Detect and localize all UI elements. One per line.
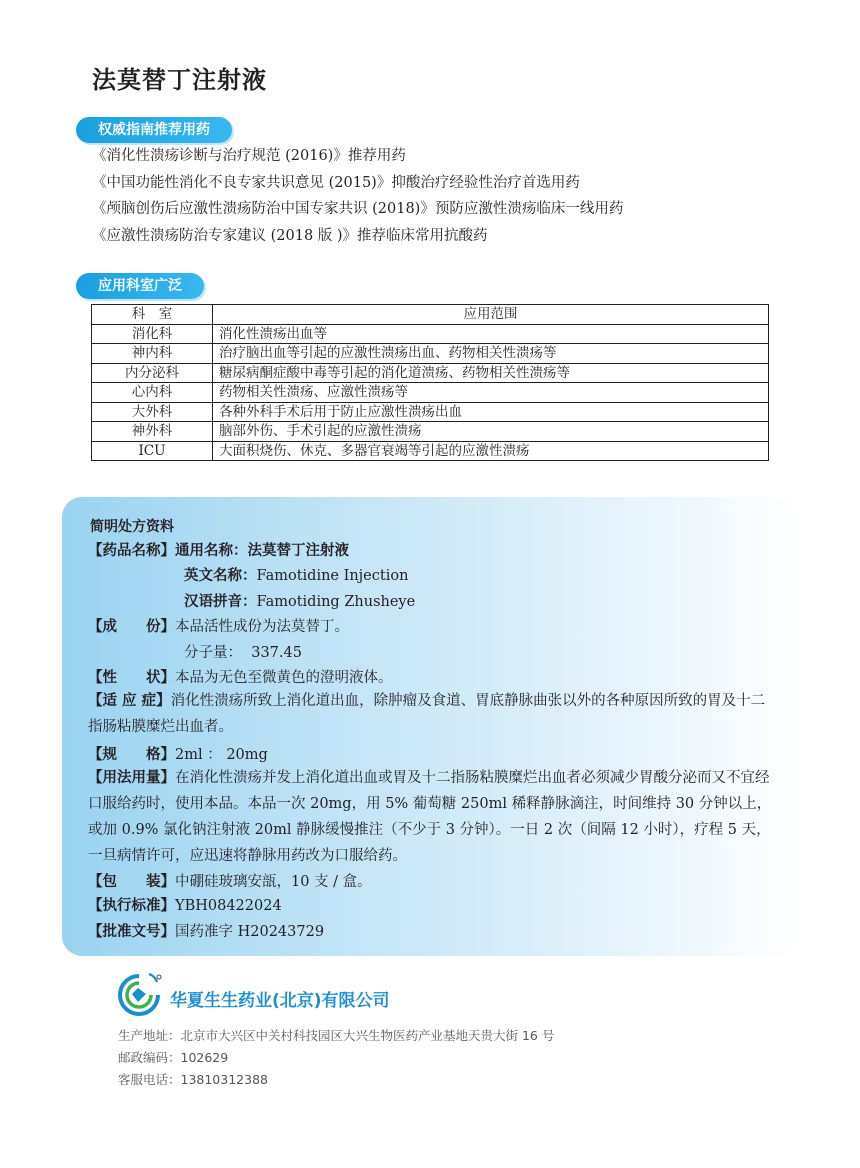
indication-paragraph: [88, 688, 778, 740]
specification-label: 【规 格】: [88, 747, 175, 763]
pinyin-row: [184, 592, 415, 612]
specification-row: [88, 745, 268, 765]
pinyin-label: 汉语拼音：: [184, 594, 257, 610]
department-table: [91, 304, 769, 461]
drug-name-label: 【药品名称】: [88, 543, 175, 559]
composition-label: 【成 份】: [88, 619, 175, 635]
composition-row: [88, 617, 349, 637]
table-row: [92, 324, 769, 344]
section-tag-departments: 应用科室广泛: [76, 273, 204, 299]
list-item: 《消化性溃疡诊断与治疗规范 (2016)》推荐用药: [92, 148, 406, 164]
pinyin-value: Famotiding Zhusheye: [256, 594, 416, 610]
address-text: 生产地址：北京市大兴区中关村科技园区大兴生物医药产业基地天贵大街 16 号: [118, 1028, 555, 1043]
generic-name-value: 法莫替丁注射液: [247, 543, 349, 559]
list-item: 《应激性溃疡防治专家建议 (2018 版 )》推荐临床常用抗酸药: [92, 227, 488, 244]
company-logo-icon: [116, 972, 162, 1018]
drug-name-row: [88, 541, 349, 561]
standard-label: 【执行标准】: [88, 898, 175, 914]
standard-row: [88, 896, 282, 916]
column-header-scope: 应用范围: [213, 305, 769, 325]
column-header-department: 科 室: [92, 305, 213, 325]
guideline-list: [92, 143, 623, 249]
list-item: 《颅脑创伤后应激性溃疡防治中国专家共识 (2018)》预防应激性溃疡临床一线用药: [92, 201, 624, 217]
table-cell: 消化科: [92, 324, 213, 344]
molecular-weight-row: [184, 643, 302, 663]
usage-label: 【用法用量】: [88, 770, 175, 786]
table-row: [92, 441, 769, 461]
table-cell: 治疗脑出血等引起的应激性溃疡出血、药物相关性溃疡等: [213, 344, 769, 364]
english-name-row: [184, 566, 408, 586]
indication-label: 【适 应 症】: [88, 693, 171, 709]
usage-value: 在消化性溃疡并发上消化道出血或胃及十二指肠粘膜糜烂出血者必须减少胃酸分泌而又不宜经口服给药时，使用本品。本品一次 20mg，用 5% 葡萄糖 250ml 稀释静脉滴注，时间维持 30 分钟以上，或加 0.9% 氯化钠注射液 20ml 静脉缓慢推注（不少于 3 分钟）。一日 2 次（间隔 12 小时），疗程 5 天，一旦病情许可，应迅速将静脉用药改为口服给药。: [88, 770, 772, 864]
table-cell: 脑部外伤、手术引起的应激性溃疡: [213, 422, 769, 442]
table-row: [92, 402, 769, 422]
molecular-weight-value: 337.45: [251, 645, 302, 661]
english-name-value: Famotidine Injection: [256, 568, 409, 584]
package-value: 中硼硅玻璃安瓿，10 支 / 盒。: [175, 874, 372, 890]
generic-name-label: 通用名称：: [175, 543, 248, 559]
standard-value: YBH08422024: [175, 898, 282, 914]
table-cell: 糖尿病酮症酸中毒等引起的消化道溃疡、药物相关性溃疡等: [213, 363, 769, 383]
table-row: [92, 383, 769, 403]
package-row: [88, 872, 372, 892]
character-row: [88, 668, 393, 688]
approval-label: 【批准文号】: [88, 924, 175, 940]
molecular-weight-label: 分子量：: [184, 645, 242, 661]
table-row: [92, 344, 769, 364]
table-cell: 药物相关性溃疡、应激性溃疡等: [213, 383, 769, 403]
specification-value: 2ml ： 20mg: [175, 747, 268, 763]
prescription-info-heading: 简明处方资料: [90, 519, 174, 535]
table-cell: 神内科: [92, 344, 213, 364]
phone-text: 客服电话：13810312388: [118, 1072, 268, 1087]
postcode-text: 邮政编码：102629: [118, 1050, 229, 1065]
table-row: [92, 422, 769, 442]
english-name-label: 英文名称：: [184, 568, 257, 584]
section-tag-guidelines: 权威指南推荐用药: [76, 117, 232, 143]
approval-row: [88, 922, 324, 942]
table-cell: ICU: [92, 441, 213, 461]
usage-paragraph: [88, 765, 778, 869]
table-row: [92, 363, 769, 383]
list-item: 《中国功能性消化不良专家共识意见 (2015)》抑酸治疗经验性治疗首选用药: [92, 174, 580, 191]
composition-value: 本品活性成份为法莫替丁。: [175, 619, 349, 635]
package-label: 【包 装】: [88, 874, 175, 890]
table-cell: 神外科: [92, 422, 213, 442]
table-cell: 大面积烧伤、休克、多器官衰竭等引起的应激性溃疡: [213, 441, 769, 461]
character-value: 本品为无色至微黄色的澄明液体。: [175, 670, 393, 686]
company-name: 华夏生生药业(北京)有限公司: [170, 991, 390, 1011]
table-cell: 大外科: [92, 402, 213, 422]
approval-value: 国药准字 H20243729: [175, 924, 325, 940]
character-label: 【性 状】: [88, 670, 175, 686]
table-cell: 内分泌科: [92, 363, 213, 383]
table-cell: 消化性溃疡出血等: [213, 324, 769, 344]
table-cell: 心内科: [92, 383, 213, 403]
table-cell: 各种外科手术后用于防止应激性溃疡出血: [213, 402, 769, 422]
page-title: 法莫替丁注射液: [92, 66, 267, 94]
indication-value: 消化性溃疡所致上消化道出血，除肿瘤及食道、胃底静脉曲张以外的各种原因所致的胃及十二指肠粘膜糜烂出血者。: [88, 693, 766, 735]
table-header-row: [92, 305, 769, 325]
